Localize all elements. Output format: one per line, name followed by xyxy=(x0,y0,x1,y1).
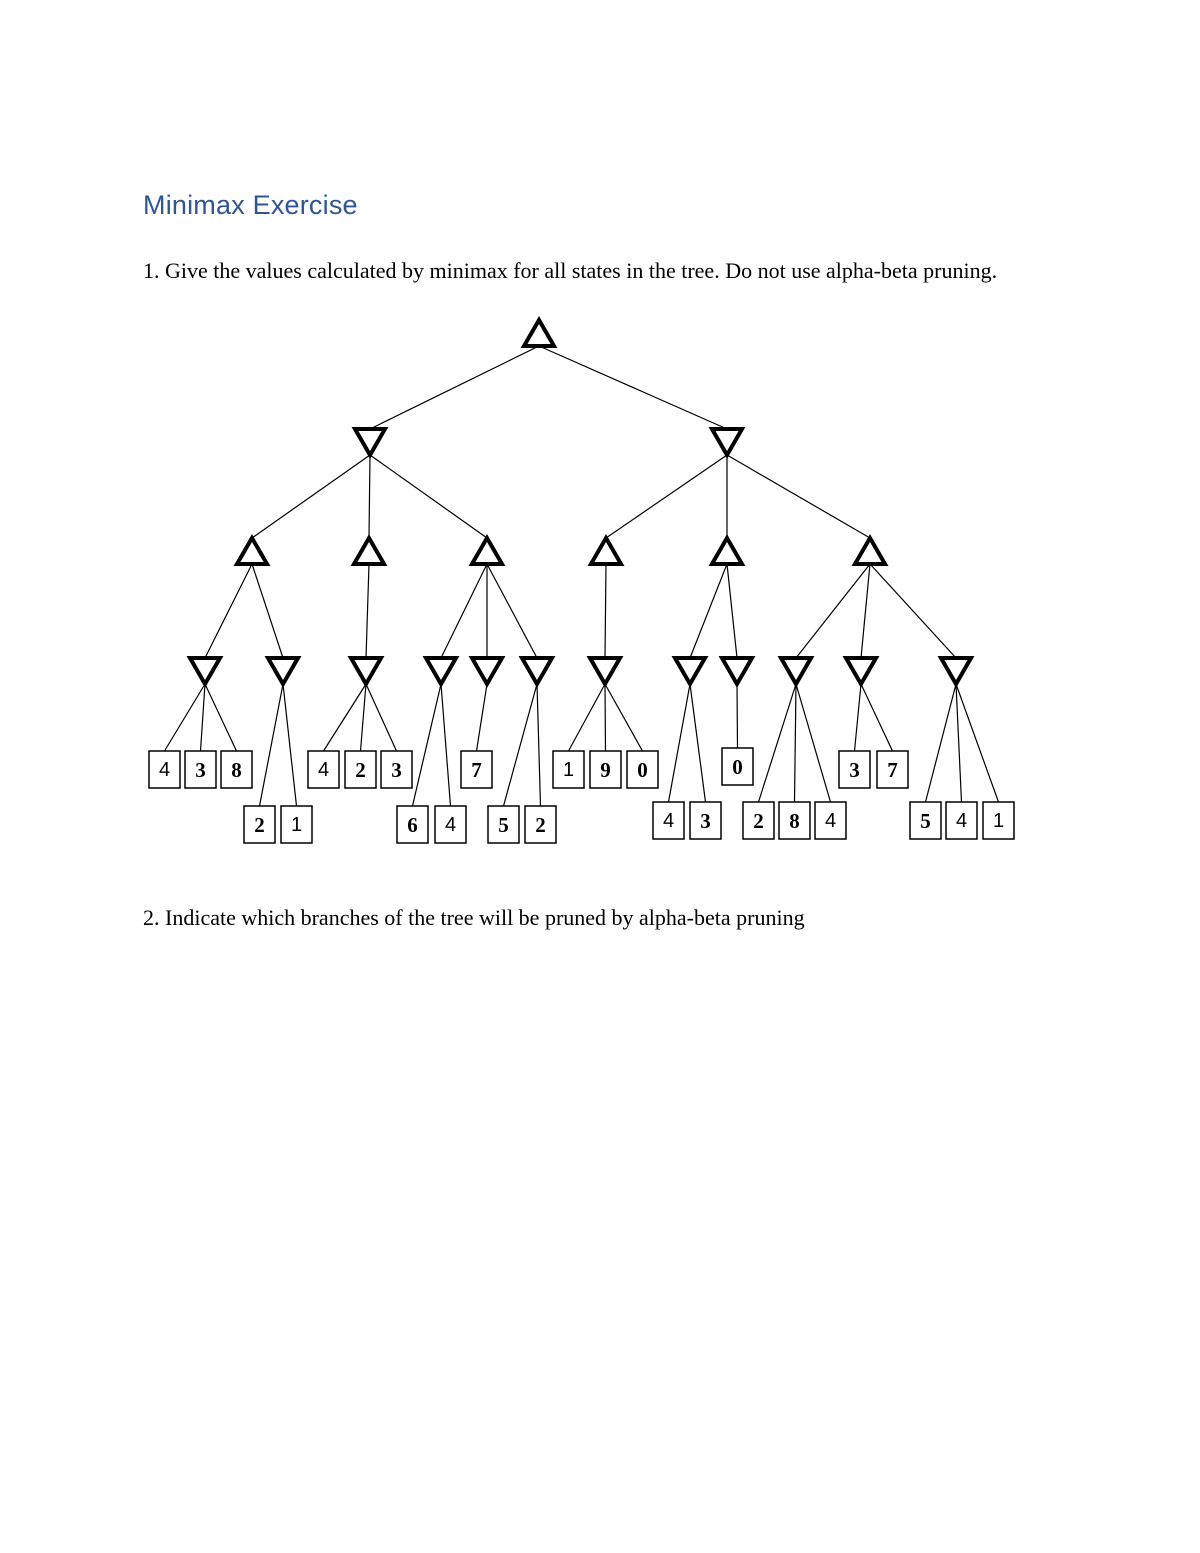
leaf-node xyxy=(553,751,584,788)
tree-edge xyxy=(441,684,451,806)
leaf-node xyxy=(397,806,428,843)
leaf-node xyxy=(381,751,412,788)
leaf-value: 1 xyxy=(992,810,1005,832)
leaf-node xyxy=(779,802,810,839)
leaf-value: 2 xyxy=(355,758,366,782)
leaf-value: 7 xyxy=(887,758,898,782)
tree-edge xyxy=(796,684,831,802)
leaf-node xyxy=(877,751,908,788)
tree-edge xyxy=(605,564,606,658)
leaf-value: 9 xyxy=(600,758,611,782)
tree-edge xyxy=(737,684,738,748)
min-node xyxy=(472,658,502,684)
question-1: 1. Give the values calculated by minimax for all states in the tree. Do not use alpha-beta pruning. xyxy=(143,258,998,283)
min-node xyxy=(846,658,876,684)
tree-edge xyxy=(361,684,367,751)
tree-edge xyxy=(870,564,956,658)
leaf-node xyxy=(461,751,492,788)
tree-edge xyxy=(926,684,957,802)
tree-edge xyxy=(205,684,237,751)
tree-edge xyxy=(537,684,541,806)
tree-edge xyxy=(861,564,870,658)
tree-edge xyxy=(441,564,487,658)
tree-edge xyxy=(370,455,487,538)
min-node xyxy=(675,658,705,684)
leaf-value: 5 xyxy=(498,813,509,837)
leaf-value: 3 xyxy=(849,758,860,782)
tree-edge xyxy=(956,684,962,802)
tree-edge xyxy=(605,684,643,751)
leaf-node xyxy=(722,748,753,785)
tree-edge xyxy=(539,346,727,429)
tree-edge xyxy=(366,684,397,751)
leaf-value: 4 xyxy=(158,759,171,781)
max-node xyxy=(712,538,742,564)
leaf-value: 8 xyxy=(789,809,800,833)
tree-edge xyxy=(260,684,284,806)
leaf-value: 2 xyxy=(753,809,764,833)
leaf-value: 4 xyxy=(824,810,837,832)
tree-edge xyxy=(201,684,206,751)
tree-edge xyxy=(669,684,691,802)
tree-edge xyxy=(796,564,870,658)
min-node xyxy=(522,658,552,684)
tree-edge xyxy=(477,684,488,751)
leaf-value: 2 xyxy=(254,813,265,837)
tree-edge xyxy=(956,684,999,802)
tree-edge xyxy=(605,684,606,751)
leaf-node xyxy=(221,751,252,788)
leaf-value: 0 xyxy=(732,755,743,779)
question-2: 2. Indicate which branches of the tree will be pruned by alpha-beta pruning xyxy=(143,905,805,930)
tree-edge xyxy=(759,684,797,802)
tree-edge xyxy=(252,564,283,658)
min-node xyxy=(712,429,742,455)
tree-edge xyxy=(855,684,862,751)
min-node xyxy=(941,658,971,684)
leaf-node xyxy=(815,802,846,839)
leaf-value: 1 xyxy=(290,814,303,836)
min-node xyxy=(268,658,298,684)
leaf-value: 3 xyxy=(391,758,402,782)
tree-edge xyxy=(727,455,870,538)
tree-edge xyxy=(690,564,727,658)
leaf-value: 6 xyxy=(407,813,418,837)
page-title: Minimax Exercise xyxy=(143,190,358,220)
leaf-value: 2 xyxy=(535,813,546,837)
leaf-value: 8 xyxy=(231,758,242,782)
tree-edge xyxy=(370,346,539,429)
leaf-value: 4 xyxy=(662,810,675,832)
min-node xyxy=(190,658,220,684)
leaf-value: 5 xyxy=(920,809,931,833)
min-node xyxy=(351,658,381,684)
leaf-node xyxy=(910,802,941,839)
leaf-node xyxy=(244,806,275,843)
tree-edge xyxy=(324,684,367,751)
leaf-node xyxy=(149,751,180,788)
leaf-node xyxy=(983,802,1014,839)
max-node xyxy=(855,538,885,564)
leaf-node xyxy=(525,806,556,843)
tree-edge xyxy=(606,455,727,538)
tree-edge xyxy=(487,564,537,658)
tree-edge xyxy=(252,455,370,538)
max-node xyxy=(237,538,267,564)
tree-edge xyxy=(366,564,369,658)
leaf-node xyxy=(345,751,376,788)
tree-edge xyxy=(504,684,538,806)
tree-edge xyxy=(369,455,370,538)
leaf-node xyxy=(743,802,774,839)
tree-edge xyxy=(165,684,206,751)
leaf-node xyxy=(839,751,870,788)
max-node xyxy=(591,538,621,564)
min-node xyxy=(781,658,811,684)
leaf-value: 4 xyxy=(317,759,330,781)
tree-edge xyxy=(569,684,606,751)
root-max-node xyxy=(524,320,554,346)
leaf-node xyxy=(281,806,312,843)
leaf-value: 7 xyxy=(471,758,482,782)
leaf-value: 4 xyxy=(955,810,968,832)
max-node xyxy=(354,538,384,564)
tree-edge xyxy=(283,684,297,806)
tree-edge xyxy=(413,684,442,806)
min-node xyxy=(426,658,456,684)
leaf-node xyxy=(435,806,466,843)
tree-edge xyxy=(795,684,797,802)
tree-edge xyxy=(727,564,737,658)
leaf-node xyxy=(488,806,519,843)
min-node xyxy=(590,658,620,684)
leaf-node xyxy=(590,751,621,788)
max-node xyxy=(472,538,502,564)
leaf-node xyxy=(627,751,658,788)
leaf-value: 1 xyxy=(562,759,575,781)
leaf-node xyxy=(946,802,977,839)
min-node xyxy=(722,658,752,684)
leaf-node xyxy=(185,751,216,788)
tree-edge xyxy=(690,684,706,802)
tree-edge xyxy=(861,684,893,751)
leaf-node xyxy=(308,751,339,788)
leaf-node xyxy=(653,802,684,839)
leaf-value: 3 xyxy=(195,758,206,782)
tree-edge xyxy=(205,564,252,658)
leaf-node xyxy=(690,802,721,839)
leaf-value: 4 xyxy=(444,814,457,836)
min-node xyxy=(355,429,385,455)
leaf-value: 3 xyxy=(700,809,711,833)
leaf-value: 0 xyxy=(637,758,648,782)
